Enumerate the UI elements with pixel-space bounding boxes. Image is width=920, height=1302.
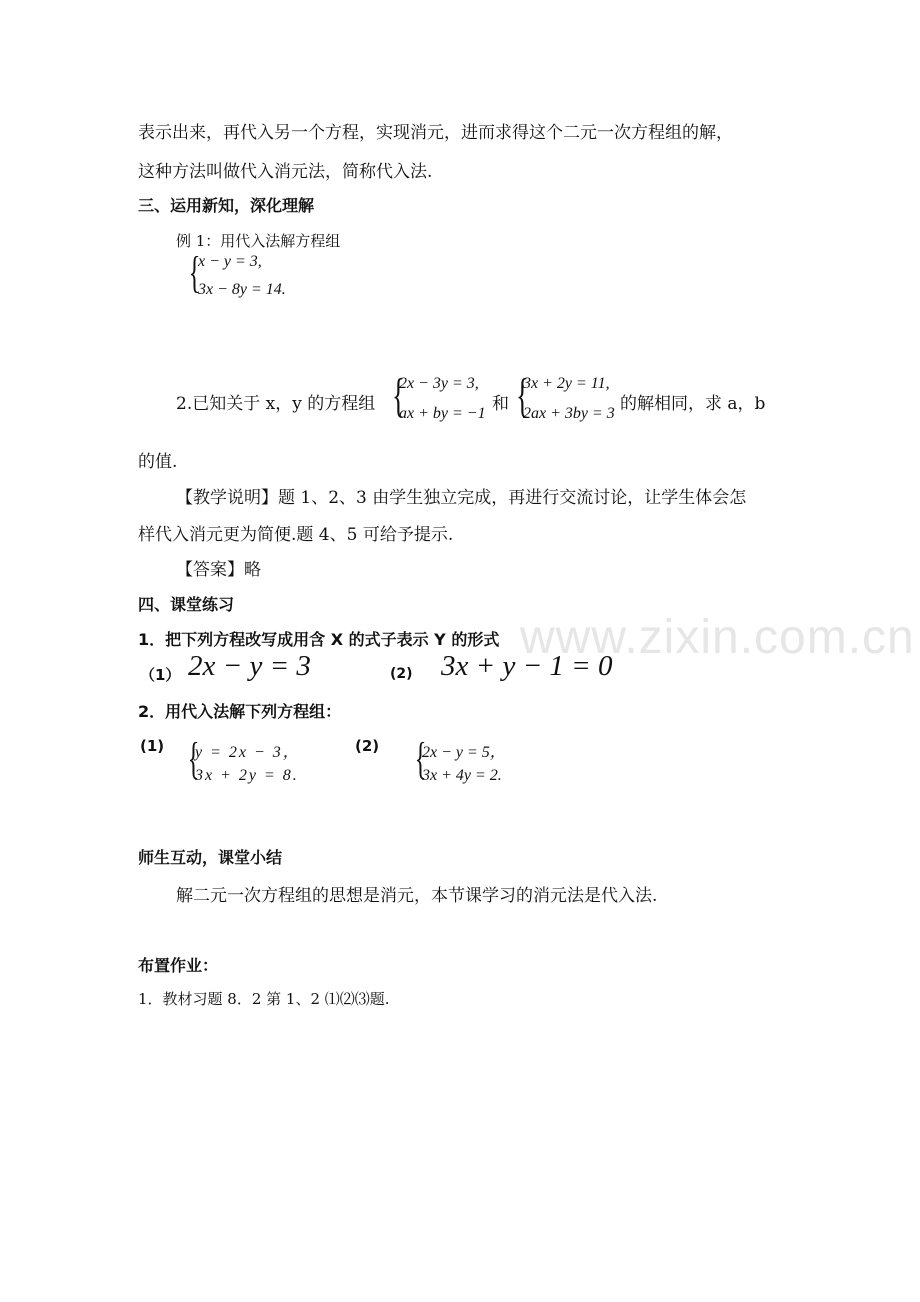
q2-suffix: 的解相同，求 a，b: [620, 394, 766, 414]
practice-q2: 2．用代入法解下列方程组：: [138, 702, 342, 721]
section-4-heading: 四、课堂练习: [138, 595, 235, 614]
q2-prefix: 2.已知关于 x，y 的方程组: [176, 394, 376, 414]
intro-line-2: 这种方法叫做代入消元法，简称代入法.: [138, 162, 433, 182]
brace-icon: {: [187, 734, 200, 783]
brace-icon: {: [188, 248, 201, 297]
example-1-eq2: 3x − 8y = 14.: [198, 281, 286, 298]
watermark: www.zixin.com.cn: [520, 611, 915, 664]
intro-line-1: 表示出来，再代入另一个方程，实现消元，进而求得这个二元一次方程组的解，: [138, 123, 733, 143]
q2-end: 的值.: [138, 452, 178, 472]
practice-q1: 1．把下列方程改写成用含 X 的式子表示 Y 的形式: [138, 630, 500, 649]
summary-text: 解二元一次方程组的思想是消元，本节课学习的消元法是代入法.: [176, 886, 658, 906]
example-1-eq1: x − y = 3,: [198, 253, 262, 270]
practice-q2-label-2: (2): [355, 737, 380, 755]
practice-q1-eq1: 2x − y = 3: [188, 650, 311, 682]
q2-sys1-eq2: ax + by = −1: [399, 405, 486, 422]
q2-sys2-eq1: 3x + 2y = 11,: [523, 375, 610, 392]
example-1-label: 例 1：用代入法解方程组: [176, 232, 341, 250]
teaching-note-line-2: 样代入消元更为简便.题 4、5 可给予提示.: [138, 525, 454, 545]
brace-icon: {: [392, 369, 405, 422]
practice-q2-sys2-eq2: 3x + 4y = 2.: [422, 767, 502, 784]
brace-icon: {: [414, 734, 427, 783]
homework-heading: 布置作业：: [138, 956, 219, 975]
summary-heading: 师生互动，课堂小结: [138, 848, 283, 867]
q2-and: 和: [492, 394, 509, 414]
practice-q2-sys2-eq1: 2x − y = 5，: [422, 744, 506, 761]
homework-item: 1．教材习题 8．2 第 1、2 ⑴⑵⑶题.: [138, 990, 390, 1008]
answer: 【答案】略: [176, 560, 261, 580]
section-3-heading: 三、运用新知，深化理解: [138, 196, 315, 215]
practice-q1-eq2: 3x + y − 1 = 0: [441, 650, 613, 682]
teaching-note-line-1: 【教学说明】题 1、2、3 由学生独立完成，再进行交流讨论，让学生体会怎: [176, 488, 747, 508]
q2-sys2-eq2: 2ax + 3by = 3: [523, 405, 615, 422]
practice-q2-sys1-eq1: y = 2x − 3，: [195, 744, 301, 761]
brace-icon: {: [516, 369, 529, 422]
practice-q2-sys1-eq2: 3x + 2y = 8.: [195, 767, 299, 784]
practice-q2-label-1: (1): [140, 737, 165, 755]
practice-q1-label-2: (2): [390, 666, 413, 682]
practice-q1-label-1: （1）: [140, 666, 181, 684]
q2-sys1-eq1: 2x − 3y = 3,: [399, 375, 479, 392]
